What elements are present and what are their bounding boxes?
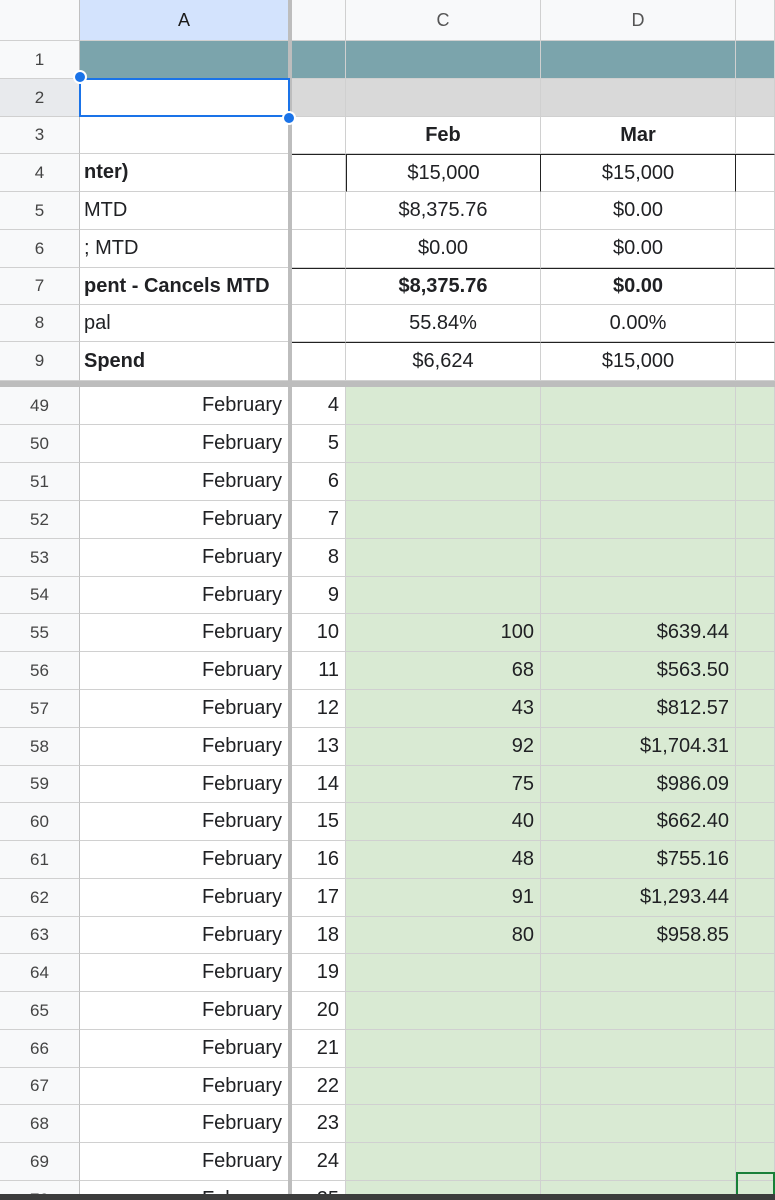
cell[interactable]: $15,000 [541,154,736,192]
cell[interactable] [736,766,775,803]
month-header-mar[interactable]: Mar [541,117,736,154]
table-row [0,992,775,1030]
table-row [0,1105,775,1143]
cell[interactable] [289,268,346,305]
row-number[interactable]: 52 [0,501,80,539]
cell[interactable] [736,652,775,690]
cell[interactable] [346,501,541,539]
cell[interactable] [736,1068,775,1105]
cell[interactable]: 0.00% [541,305,736,342]
month-cell[interactable]: February [80,803,289,841]
table-row [0,652,775,690]
table-row [0,841,775,879]
column-header-row [0,0,775,41]
sheet-row [0,154,775,192]
table-row [0,1068,775,1105]
column-header-b[interactable] [289,0,346,41]
cell[interactable]: 43 [346,690,541,728]
cell[interactable]: 100 [346,614,541,652]
day-cell[interactable]: 14 [289,766,346,803]
cell[interactable] [541,463,736,501]
month-cell[interactable]: February [80,1143,289,1181]
cell[interactable] [736,268,775,305]
cell[interactable]: 55.84% [346,305,541,342]
table-row [0,690,775,728]
cell[interactable] [736,425,775,463]
selection-handle-bottom-right[interactable] [282,111,296,125]
select-all-corner[interactable] [0,0,80,41]
cell[interactable] [541,425,736,463]
table-row [0,387,775,425]
cell[interactable]: 92 [346,728,541,766]
table-row [0,501,775,539]
cell[interactable] [289,305,346,342]
row-number[interactable]: 64 [0,954,80,992]
table-row [0,539,775,577]
cell[interactable] [541,1105,736,1143]
cell[interactable]: $812.57 [541,690,736,728]
cell[interactable] [346,41,541,79]
cell[interactable]: $15,000 [346,154,541,192]
frozen-row-divider[interactable] [0,381,775,387]
table-row [0,1143,775,1181]
month-cell[interactable]: February [80,917,289,954]
day-cell[interactable]: 5 [289,425,346,463]
row-label[interactable]: ; MTD [80,230,289,268]
row-number[interactable]: 8 [0,305,80,342]
month-cell[interactable]: February [80,992,289,1030]
month-cell[interactable]: February [80,463,289,501]
cell[interactable]: $0.00 [541,192,736,230]
cell[interactable] [289,117,346,154]
day-cell[interactable]: 21 [289,1030,346,1068]
sheet-row [0,342,775,381]
month-cell[interactable]: February [80,1068,289,1105]
cell-highlight-edge [736,1172,775,1196]
day-cell[interactable]: 15 [289,803,346,841]
cell[interactable] [736,1030,775,1068]
cell[interactable] [736,79,775,117]
row-number[interactable]: 68 [0,1105,80,1143]
month-cell[interactable]: February [80,539,289,577]
column-header-c[interactable]: C [346,0,541,41]
row-label[interactable]: Spend [80,342,289,381]
row-number[interactable]: 67 [0,1068,80,1105]
cell[interactable]: 40 [346,803,541,841]
cell[interactable] [346,1030,541,1068]
row-number[interactable]: 3 [0,117,80,154]
month-cell[interactable]: February [80,766,289,803]
sheet-row [0,268,775,305]
cell[interactable]: $8,375.76 [346,192,541,230]
cell[interactable] [80,41,289,79]
month-cell[interactable]: February [80,652,289,690]
cell[interactable] [289,41,346,79]
table-row [0,879,775,917]
row-number[interactable]: 63 [0,917,80,954]
cell[interactable]: 68 [346,652,541,690]
cell[interactable] [80,117,289,154]
day-cell[interactable]: 7 [289,501,346,539]
month-cell[interactable]: February [80,577,289,614]
cell[interactable] [541,577,736,614]
cell[interactable] [736,154,775,192]
row-number[interactable]: 65 [0,992,80,1030]
row-label[interactable]: pal [80,305,289,342]
day-cell[interactable]: 24 [289,1143,346,1181]
month-cell[interactable]: February [80,1030,289,1068]
table-row [0,917,775,954]
row-number[interactable]: 58 [0,728,80,766]
column-header-e[interactable] [736,0,775,41]
cell[interactable] [289,192,346,230]
month-cell[interactable]: February [80,879,289,917]
row-number[interactable]: 50 [0,425,80,463]
cell[interactable]: $1,704.31 [541,728,736,766]
cell[interactable] [541,539,736,577]
cell[interactable]: 80 [346,917,541,954]
day-cell[interactable]: 12 [289,690,346,728]
cell[interactable] [289,154,346,192]
cell[interactable]: $986.09 [541,766,736,803]
active-cell-selection [79,78,290,117]
cell[interactable] [736,614,775,652]
day-cell[interactable]: 13 [289,728,346,766]
cell[interactable] [289,79,346,117]
cell[interactable] [346,463,541,501]
month-cell[interactable]: February [80,425,289,463]
row-number[interactable]: 61 [0,841,80,879]
cell[interactable]: $1,293.44 [541,879,736,917]
sheet-row [0,192,775,230]
selection-handle-top-left[interactable] [73,70,87,84]
row-number[interactable]: 7 [0,268,80,305]
cell[interactable] [736,117,775,154]
row-number[interactable]: 6 [0,230,80,268]
cell[interactable] [346,79,541,117]
column-header-d[interactable]: D [541,0,736,41]
cell[interactable]: $0.00 [346,230,541,268]
month-cell[interactable]: February [80,614,289,652]
cell[interactable] [736,803,775,841]
sheet-row [0,305,775,342]
row-number[interactable]: 55 [0,614,80,652]
table-row [0,766,775,803]
day-cell[interactable]: 6 [289,463,346,501]
cell[interactable]: 75 [346,766,541,803]
cell[interactable] [736,690,775,728]
row-number[interactable]: 49 [0,387,80,425]
day-cell[interactable]: 16 [289,841,346,879]
cell[interactable] [736,728,775,766]
cell[interactable]: $563.50 [541,652,736,690]
row-number[interactable]: 56 [0,652,80,690]
table-row [0,614,775,652]
cell[interactable] [346,539,541,577]
day-cell[interactable]: 8 [289,539,346,577]
cell[interactable] [289,342,346,381]
cell[interactable] [736,192,775,230]
day-cell[interactable]: 11 [289,652,346,690]
table-row [0,577,775,614]
table-row [0,463,775,501]
month-cell[interactable]: February [80,690,289,728]
cell[interactable] [346,1068,541,1105]
month-cell[interactable]: February [80,954,289,992]
month-cell[interactable]: February [80,1105,289,1143]
cell[interactable] [541,387,736,425]
sheet-row [0,41,775,79]
cell[interactable]: $0.00 [541,230,736,268]
table-row [0,1030,775,1068]
cell[interactable] [346,577,541,614]
cell[interactable] [736,879,775,917]
day-cell[interactable]: 10 [289,614,346,652]
cell[interactable] [346,1105,541,1143]
row-number[interactable]: 57 [0,690,80,728]
day-cell[interactable]: 19 [289,954,346,992]
row-number[interactable]: 4 [0,154,80,192]
cell[interactable] [736,1105,775,1143]
cell[interactable] [346,425,541,463]
cell[interactable] [289,230,346,268]
row-number[interactable]: 53 [0,539,80,577]
row-label[interactable]: nter) [80,154,289,192]
row-number[interactable]: 69 [0,1143,80,1181]
day-cell[interactable]: 17 [289,879,346,917]
row-number[interactable]: 54 [0,577,80,614]
cell[interactable] [736,41,775,79]
sheet-row [0,117,775,154]
cell[interactable] [346,387,541,425]
day-cell[interactable]: 18 [289,917,346,954]
cell[interactable] [736,954,775,992]
table-row [0,954,775,992]
cell[interactable] [736,305,775,342]
cell[interactable] [736,342,775,381]
cell[interactable]: $8,375.76 [346,268,541,305]
cell[interactable]: $639.44 [541,614,736,652]
cell[interactable] [736,841,775,879]
cell[interactable] [541,954,736,992]
cell[interactable] [736,539,775,577]
cell[interactable] [736,230,775,268]
cell[interactable] [736,501,775,539]
cell[interactable]: $15,000 [541,342,736,381]
cell[interactable] [736,387,775,425]
row-number[interactable]: 51 [0,463,80,501]
day-cell[interactable]: 22 [289,1068,346,1105]
row-number[interactable]: 66 [0,1030,80,1068]
cell[interactable]: 91 [346,879,541,917]
row-number[interactable]: 1 [0,41,80,79]
row-label[interactable]: MTD [80,192,289,230]
row-number[interactable]: 5 [0,192,80,230]
table-row [0,803,775,841]
cell[interactable] [346,992,541,1030]
cell[interactable] [736,992,775,1030]
cell[interactable] [541,1143,736,1181]
month-cell[interactable]: February [80,841,289,879]
column-header-a[interactable]: A [80,0,289,41]
month-cell[interactable]: February [80,728,289,766]
day-cell[interactable]: 23 [289,1105,346,1143]
table-row [0,728,775,766]
day-cell[interactable]: 20 [289,992,346,1030]
cell[interactable] [541,992,736,1030]
cell[interactable] [541,1068,736,1105]
month-cell[interactable]: February [80,501,289,539]
table-row [0,425,775,463]
cell[interactable]: $958.85 [541,917,736,954]
cell[interactable]: $755.16 [541,841,736,879]
cell[interactable] [736,463,775,501]
day-cell[interactable]: 4 [289,387,346,425]
cell[interactable]: 48 [346,841,541,879]
cell[interactable]: $662.40 [541,803,736,841]
row-number[interactable]: 60 [0,803,80,841]
cell[interactable]: $0.00 [541,268,736,305]
day-cell[interactable]: 9 [289,577,346,614]
row-number[interactable]: 2 [0,79,80,117]
cell[interactable] [541,501,736,539]
row-number[interactable]: 9 [0,342,80,381]
frozen-column-divider[interactable] [288,0,292,1200]
month-header-feb[interactable]: Feb [346,117,541,154]
cell[interactable] [346,954,541,992]
row-number[interactable]: 62 [0,879,80,917]
sheet-row [0,230,775,268]
month-cell[interactable]: February [80,387,289,425]
cell[interactable] [541,79,736,117]
cell[interactable] [541,1030,736,1068]
cell[interactable] [736,917,775,954]
row-number[interactable]: 59 [0,766,80,803]
cell[interactable]: $6,624 [346,342,541,381]
cell[interactable] [736,577,775,614]
cell[interactable] [541,41,736,79]
bottom-edge-bar [0,1194,775,1200]
cell[interactable] [346,1143,541,1181]
row-label[interactable]: pent - Cancels MTD [80,268,289,305]
